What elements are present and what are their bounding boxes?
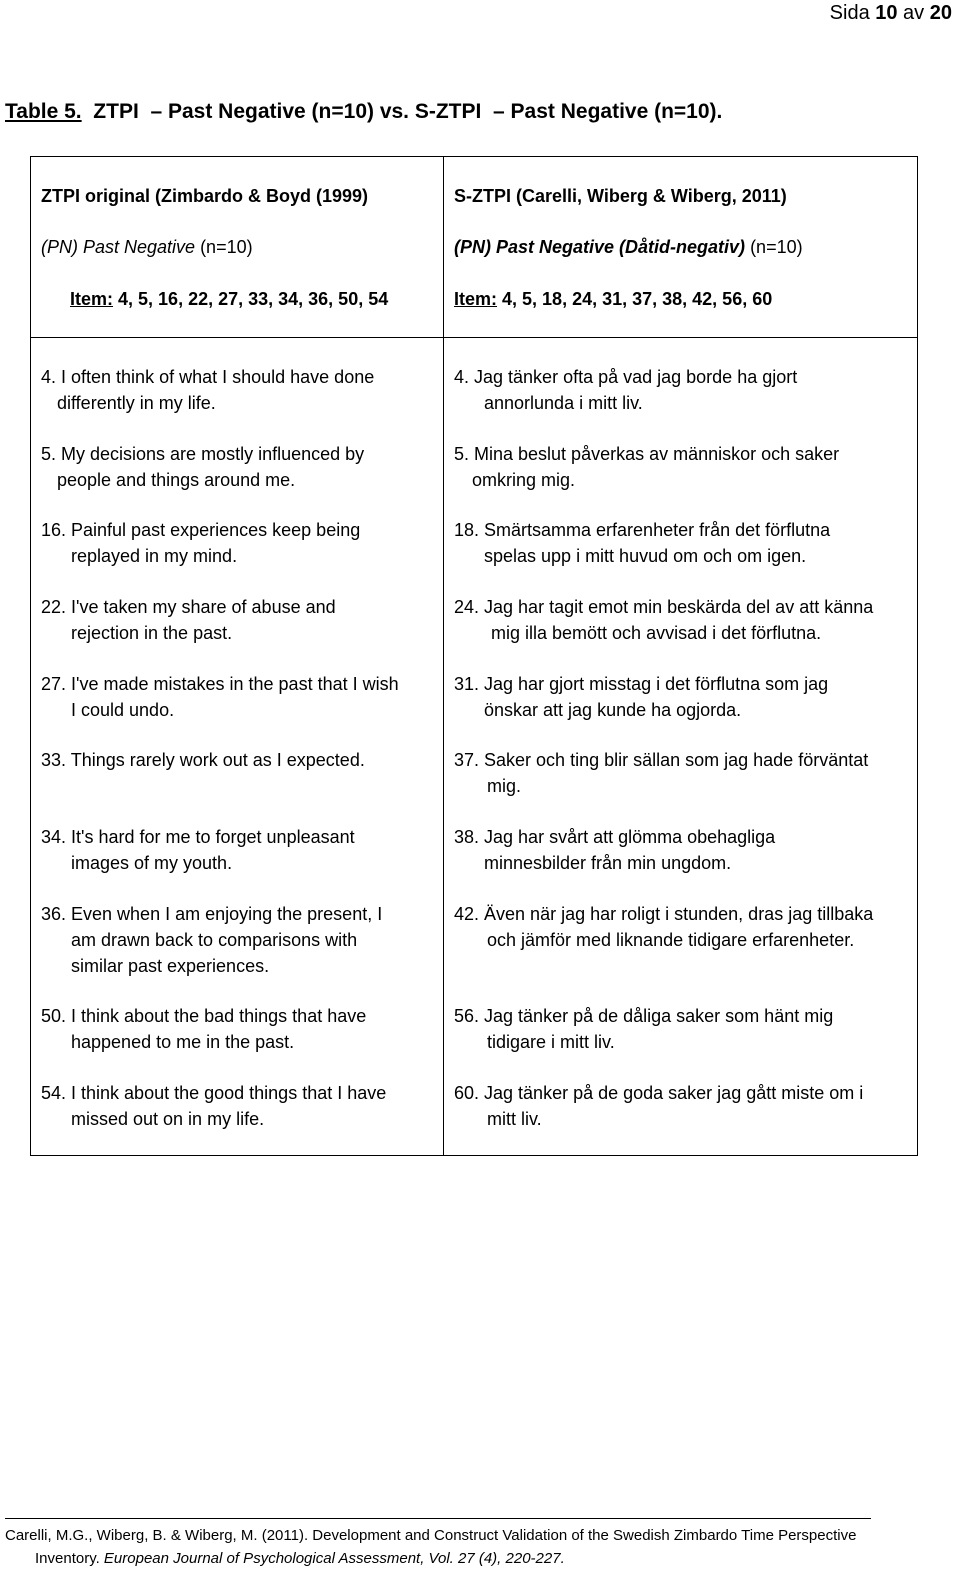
left-item: 36. Even when I am enjoying the present, I am drawn back to comparisons with similar past experiences. xyxy=(41,904,383,976)
page-middle: av xyxy=(897,2,930,24)
page-total: 20 xyxy=(929,2,952,24)
right-header-scale: (PN) Past Negative (Dåtid-negativ) (n=10) xyxy=(454,237,803,257)
left-item: 16. Painful past experiences keep being replayed in my mind. xyxy=(41,520,361,566)
left-item: 54. I think about the good things that I have missed out on in my life. xyxy=(41,1083,387,1129)
right-item: 38. Jag har svårt att glömma obehagliga minnesbilder från min ungdom. xyxy=(454,827,776,873)
left-item: 4. I often think of what I should have done differently in my life. xyxy=(41,367,375,413)
right-item: 60. Jag tänker på de goda saker jag gått miste om i mitt liv. xyxy=(454,1083,864,1129)
left-header-scale: (PN) Past Negative (n=10) xyxy=(41,237,253,257)
left-item: 34. It's hard for me to forget unpleasant images of my youth. xyxy=(41,827,355,873)
right-item: 5. Mina beslut påverkas av människor och saker omkring mig. xyxy=(454,444,840,490)
right-item: 56. Jag tänker på de dåliga saker som hänt mig tidigare i mitt liv. xyxy=(454,1006,834,1052)
right-header-source: S-ZTPI (Carelli, Wiberg & Wiberg, 2011) xyxy=(454,186,787,206)
left-item: 5. My decisions are mostly influenced by people and things around me. xyxy=(41,444,365,490)
footer-rule xyxy=(5,1518,871,1519)
footer-citation xyxy=(5,1524,905,1570)
left-item: 33. Things rarely work out as I expected. xyxy=(41,750,365,770)
right-item: 18. Smärtsamma erfarenheter från det förflutna spelas upp i mitt huvud om och om igen. xyxy=(454,520,831,566)
table-caption-label: Table 5. xyxy=(5,100,82,123)
right-item: 42. Även när jag har roligt i stunden, dras jag tillbaka och jämför med liknande tidigare erfarenheter. xyxy=(454,904,874,950)
left-header-items: Item: 4, 5, 16, 22, 27, 33, 34, 36, 50, 54 xyxy=(70,289,389,309)
right-header-items: Item: 4, 5, 18, 24, 31, 37, 38, 42, 56, 60 xyxy=(454,289,773,309)
left-header-source: ZTPI original (Zimbardo & Boyd (1999) xyxy=(41,186,369,206)
footer-line-2: Inventory. European Journal of Psychological Assessment, Vol. 27 (4), 220-227. xyxy=(35,1550,565,1567)
table-caption xyxy=(5,100,722,124)
footer-line-1: Carelli, M.G., Wiberg, B. & Wiberg, M. (2011). Development and Construct Validation of the Swedish Zimbardo Time Perspective xyxy=(5,1527,857,1544)
page-number xyxy=(830,2,952,25)
header-divider xyxy=(31,337,917,338)
left-item: 22. I've taken my share of abuse and rejection in the past. xyxy=(41,597,336,643)
column-divider xyxy=(443,157,444,1155)
left-item: 27. I've made mistakes in the past that I wish I could undo. xyxy=(41,674,399,720)
right-item: 31. Jag har gjort misstag i det förflutna som jag önskar att jag kunde ha ogjorda. xyxy=(454,674,829,720)
left-item: 50. I think about the bad things that have happened to me in the past. xyxy=(41,1006,367,1052)
right-item: 4. Jag tänker ofta på vad jag borde ha gjort annorlunda i mitt liv. xyxy=(454,367,798,413)
table-caption-title: ZTPI – Past Negative (n=10) vs. S-ZTPI – Past Negative (n=10). xyxy=(81,100,723,123)
comparison-table xyxy=(30,156,918,1156)
page-prefix: Sida xyxy=(829,2,876,24)
right-item: 24. Jag har tagit emot min beskärda del av att känna mig illa bemött och avvisad i det förflutna. xyxy=(454,597,874,643)
page-current: 10 xyxy=(875,2,898,24)
right-item: 37. Saker och ting blir sällan som jag hade förväntat mig. xyxy=(454,750,869,796)
